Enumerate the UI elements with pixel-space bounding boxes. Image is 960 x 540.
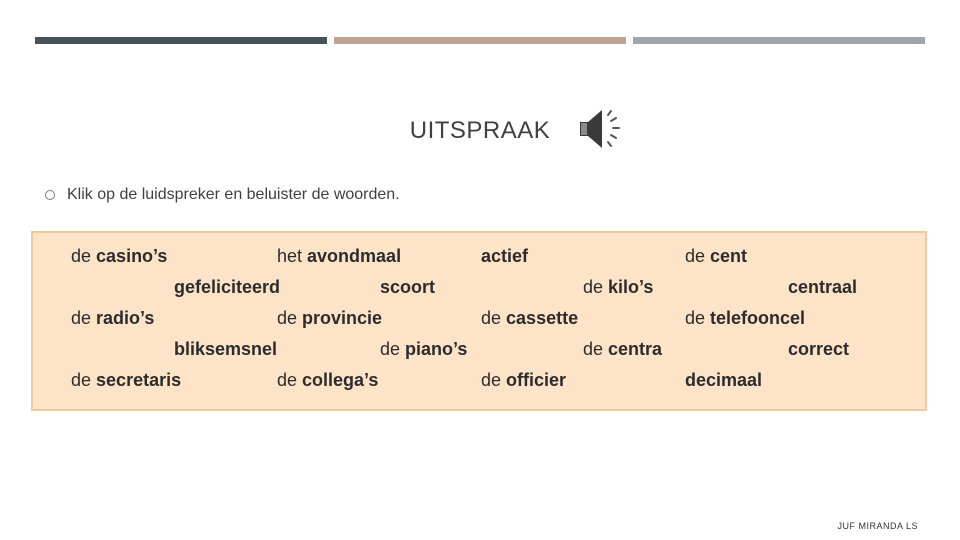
word-item: correct bbox=[788, 339, 850, 359]
word-item: de cassette bbox=[481, 308, 579, 328]
word-item: de secretaris bbox=[71, 370, 182, 390]
word-item: de officier bbox=[481, 370, 567, 390]
instruction-text: Klik op de luidspreker en beluister de woorden. bbox=[67, 186, 400, 203]
circle-bullet-icon bbox=[45, 190, 55, 200]
speaker-icon[interactable] bbox=[576, 106, 624, 152]
accent-bar-gray bbox=[633, 37, 925, 44]
word-item: actief bbox=[481, 246, 529, 266]
word-item: centraal bbox=[788, 277, 858, 297]
word-item: de piano’s bbox=[380, 339, 468, 359]
word-item: de centra bbox=[583, 339, 663, 359]
accent-bar-dark bbox=[35, 37, 327, 44]
word-item: de telefooncel bbox=[685, 308, 806, 328]
word-list-box bbox=[31, 231, 927, 411]
word-item: decimaal bbox=[685, 370, 763, 390]
slide-title: UITSPRAAK bbox=[409, 117, 551, 144]
word-item: de radio’s bbox=[71, 308, 155, 328]
word-item: de provincie bbox=[277, 308, 383, 328]
word-item: het avondmaal bbox=[277, 246, 402, 266]
word-item: scoort bbox=[380, 277, 436, 297]
word-item: de collega’s bbox=[277, 370, 379, 390]
word-item: bliksemsnel bbox=[174, 339, 278, 359]
word-item: de kilo’s bbox=[583, 277, 654, 297]
word-item: de cent bbox=[685, 246, 748, 266]
word-item: gefeliciteerd bbox=[174, 277, 281, 297]
instruction-bullet bbox=[45, 186, 400, 204]
word-item: de casino’s bbox=[71, 246, 168, 266]
accent-bar-tan bbox=[334, 37, 626, 44]
footer-author: JUF MIRANDA LS bbox=[837, 521, 918, 531]
